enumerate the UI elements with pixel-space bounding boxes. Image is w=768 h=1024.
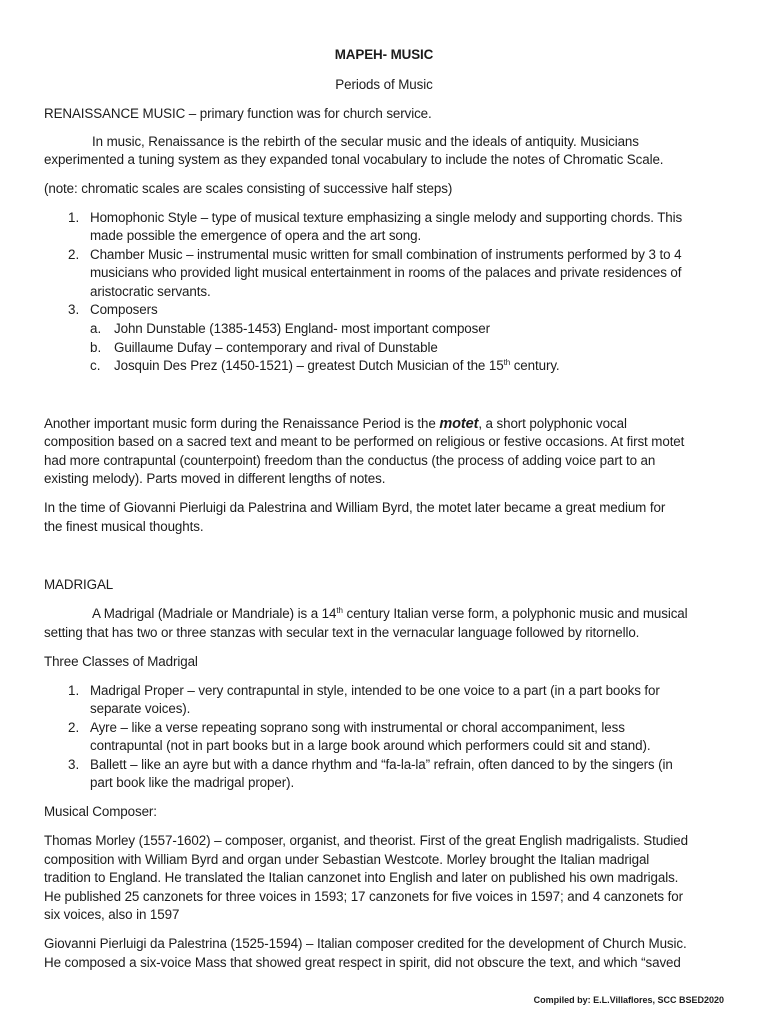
list-item-line: Ballett – like an ayre but with a dance rhythm and “fa-la-la” refrain, often danced to by the singers (in (90, 757, 673, 772)
list-item-line: musicians who provided light musical entertainment in rooms of the palaces and private residences of (90, 265, 682, 280)
motet-para2-line: In the time of Giovanni Pierluigi da Palestrina and William Byrd, the motet later became a great medium for (44, 500, 666, 515)
page-title: MAPEH- MUSIC (334, 47, 434, 62)
list-item-line: contrapuntal (not in part books but in a large book around which performers could sit and stand). (90, 738, 651, 753)
morley-para-line: six voices, also in 1597 (44, 907, 180, 922)
motet-para-line: Another important music form during the Renaissance Period is the motet, a short polyphonic vocal (44, 416, 627, 432)
list-item-line: part book like the madrigal proper). (90, 775, 295, 790)
list-number: 3. (68, 757, 80, 772)
compiled-by-footer: Compiled by: E.L.Villaflores, SCC BSED2020 (533, 995, 724, 1005)
motet-term: motet (439, 416, 479, 432)
list-number: 2. (68, 720, 80, 735)
chromatic-note: (note: chromatic scales are scales consisting of successive half steps) (44, 181, 453, 196)
renaissance-para-line: In music, Renaissance is the rebirth of the secular music and the ideals of antiquity. Musicians (92, 134, 639, 149)
list-item-line: made possible the emergence of opera and the art song. (90, 228, 422, 243)
composer-item: Josquin Des Prez (1450-1521) – greatest Dutch Musician of the 15th century. (114, 358, 560, 373)
list-number: 1. (68, 683, 80, 698)
classes-heading: Three Classes of Madrigal (44, 654, 198, 669)
composer-heading: Musical Composer: (44, 804, 157, 819)
list-item-line: Homophonic Style – type of musical texture emphasizing a single melody and supporting chords. This (90, 210, 683, 225)
motet-para-line: composition based on a sacred text and meant to be performed on religious or festive occasions. At first motet (44, 434, 685, 449)
composer-item: John Dunstable (1385-1453) England- most important composer (114, 321, 490, 336)
sublist-letter: c. (90, 358, 101, 373)
sublist-letter: b. (90, 340, 102, 355)
list-item-line: aristocratic servants. (90, 284, 211, 299)
list-item-line: Chamber Music – instrumental music written for small combination of instruments performed by 3 to 4 (90, 247, 682, 262)
page-subtitle: Periods of Music (335, 77, 433, 92)
motet-para2-line: the finest musical thoughts. (44, 519, 204, 534)
list-item-line: Composers (90, 302, 158, 317)
madrigal-para-line: A Madrigal (Madriale or Mandriale) is a 14th century Italian verse form, a polyphonic music and musical (92, 606, 688, 621)
morley-para-line: He published 25 canzonets for three voices in 1593; 17 canzonets for five voices in 1597; and 4 canzonets for (44, 889, 683, 904)
sublist-letter: a. (90, 321, 102, 336)
list-item-line: Madrigal Proper – very contrapuntal in style, intended to be one voice to a part (in a part books for (90, 683, 660, 698)
renaissance-para-line: experimented a tuning system as they expanded tonal vocabulary to include the notes of Chromatic Scale. (44, 152, 664, 167)
list-number: 3. (68, 302, 80, 317)
palestrina-para-line: Giovanni Pierluigi da Palestrina (1525-1594) – Italian composer credited for the development of Church Music. (44, 936, 687, 951)
list-number: 1. (68, 210, 80, 225)
morley-para-line: composition with William Byrd and organ under Sebastian Westcote. Morley brought the Italian madrigal (44, 852, 650, 867)
madrigal-para-line: setting that has two or three stanzas with secular text in the vernacular language followed by ritornello. (44, 625, 640, 640)
motet-para-line: existing melody). Parts moved in different lengths of notes. (44, 471, 386, 486)
list-item-line: Ayre – like a verse repeating soprano song with instrumental or choral accompaniment, less (90, 720, 625, 735)
renaissance-heading: RENAISSANCE MUSIC – primary function was for church service. (44, 106, 432, 121)
madrigal-heading: MADRIGAL (44, 577, 114, 592)
list-item-line: separate voices). (90, 701, 191, 716)
composer-item: Guillaume Dufay – contemporary and rival of Dunstable (114, 340, 438, 355)
morley-para-line: Thomas Morley (1557-1602) – composer, organist, and theorist. First of the great English madrigalists. Studied (44, 833, 688, 848)
list-number: 2. (68, 247, 80, 262)
morley-para-line: tradition to England. He translated the Italian canzonet into English and later on published his own madrigals. (44, 870, 679, 885)
palestrina-para-line: He composed a six-voice Mass that showed great respect in spirit, did not obscure the text, and which “saved (44, 955, 681, 970)
motet-para-line: had more contrapuntal (counterpoint) freedom than the conductus (the process of adding voice part to an (44, 453, 656, 468)
